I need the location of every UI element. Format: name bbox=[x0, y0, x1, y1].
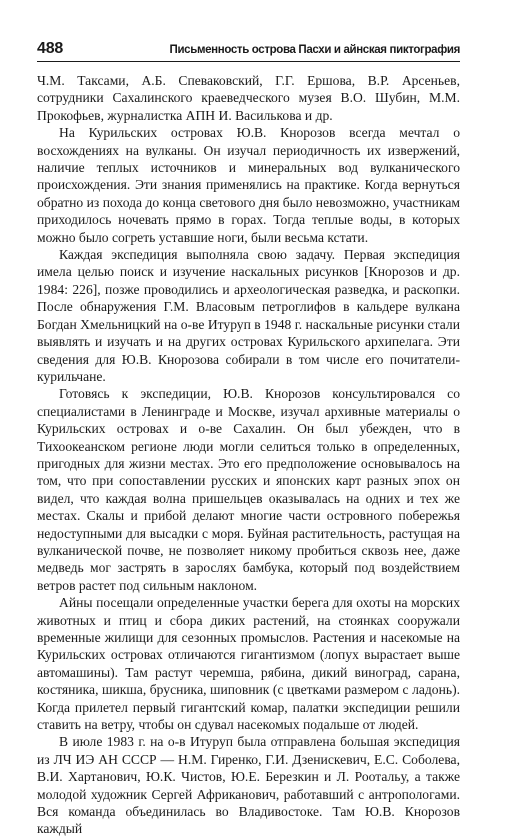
paragraph-6: В июле 1983 г. на о-в Итуруп была отправлена большая экспедиция из ЛЧ ИЭ АН СССР — Н.М. Гиренко, Г.И. Дзенискевич, Е.С. Соболева, В.И. Хартанович, Ю.К. Чистов, Ю.Е. Березкин и Л. Роотальу, а также молодой художник Сергей Африканович, работавший с антропологами. Вся команда объединилась во Владивостоке. Там Ю.В. Кнорозов каждый bbox=[37, 734, 460, 837]
paragraph-1: Ч.М. Таксами, А.Б. Спеваковский, Г.Г. Ершова, В.Р. Арсеньев, сотрудники Сахалинского краеведческого музея В.О. Шубин, М.М. Прокофьев, журналистка АПН И. Василькова и др. bbox=[37, 73, 460, 123]
running-title: Письменность острова Пасхи и айнская пиктография bbox=[169, 44, 460, 56]
paragraph-4: Готовясь к экспедиции, Ю.В. Кнорозов консультировался со специалистами в Ленинграде и Москве, изучал архивные материалы о Курильских островах и о-ве Сахалин. Он был убежден, что в Тихоокеанском регионе люди могли селиться только в определенных, пригодных для жизни местах. Это его предположение основывалось на том, что при сопоставлении русских и японских карт разных эпох он видел, что каждая волна пришельцев оказывалась на одних и тех же местах. Скалы и прибой делают многие части островного побережья недоступными для высадки с моря. Буйная растительность, растущая на вулканической почве, не позволяет никому пробиться сквозь нее, даже медведь мог застрять в зарослях бамбука, который под воздействием ветров растет под сильным наклоном. bbox=[37, 386, 460, 593]
page-body bbox=[37, 72, 460, 838]
page-header bbox=[37, 36, 460, 58]
paragraph-3: Каждая экспедиция выполняла свою задачу. Первая экспедиция имела целью поиск и изучение наскальных рисунков [Кнорозов и др. 1984: 226], позже проводились и археологическая разведка, и раскопки. После обнаружения Г.М. Власовым петроглифов в кальдере вулкана Богдан Хмельницкий на о-ве Итуруп в 1948 г. наскальные рисунки стали выявлять и изучать и на других островах Курильского архипелага. Эти сведения для Ю.В. Кнорозова собирали в том числе его почитатели-курильчане. bbox=[37, 247, 460, 384]
page-number: 488 bbox=[37, 40, 64, 57]
paragraph-5: Айны посещали определенные участки берега для охоты на морских животных и птиц и сбора диких растений, на стоянках сооружали временные жилищи для сезонных промыслов. Растения и насекомые на Курильских островах отличаются гигантизмом (лопух вырастает выше автомашины). Там растут черемша, рябина, дикий виноград, саранa, костяника, шикша, брусника, шиповник (с цветками размером с ладонь). Когда прилетел первый гигантский комар, палатки экспедиции решили ставить на ветру, чтобы он сдувал насекомых подальше от людей. bbox=[37, 595, 460, 733]
paragraph-2: На Курильских островах Ю.В. Кнорозов всегда мечтал о восхождениях на вулканы. Он изучал периодичность их извержений, наличие теплых источников и минеральных вод вулканического происхождения. Эти знания применялись на практике. Когда вернуться обратно из похода до конца светового дня было невозможно, участникам приходилось ночевать прямо в горах. Тогда теплые воды, в которых можно было согреть уставшие ноги, были весьма кстати. bbox=[37, 125, 460, 245]
header-rule bbox=[37, 61, 460, 62]
